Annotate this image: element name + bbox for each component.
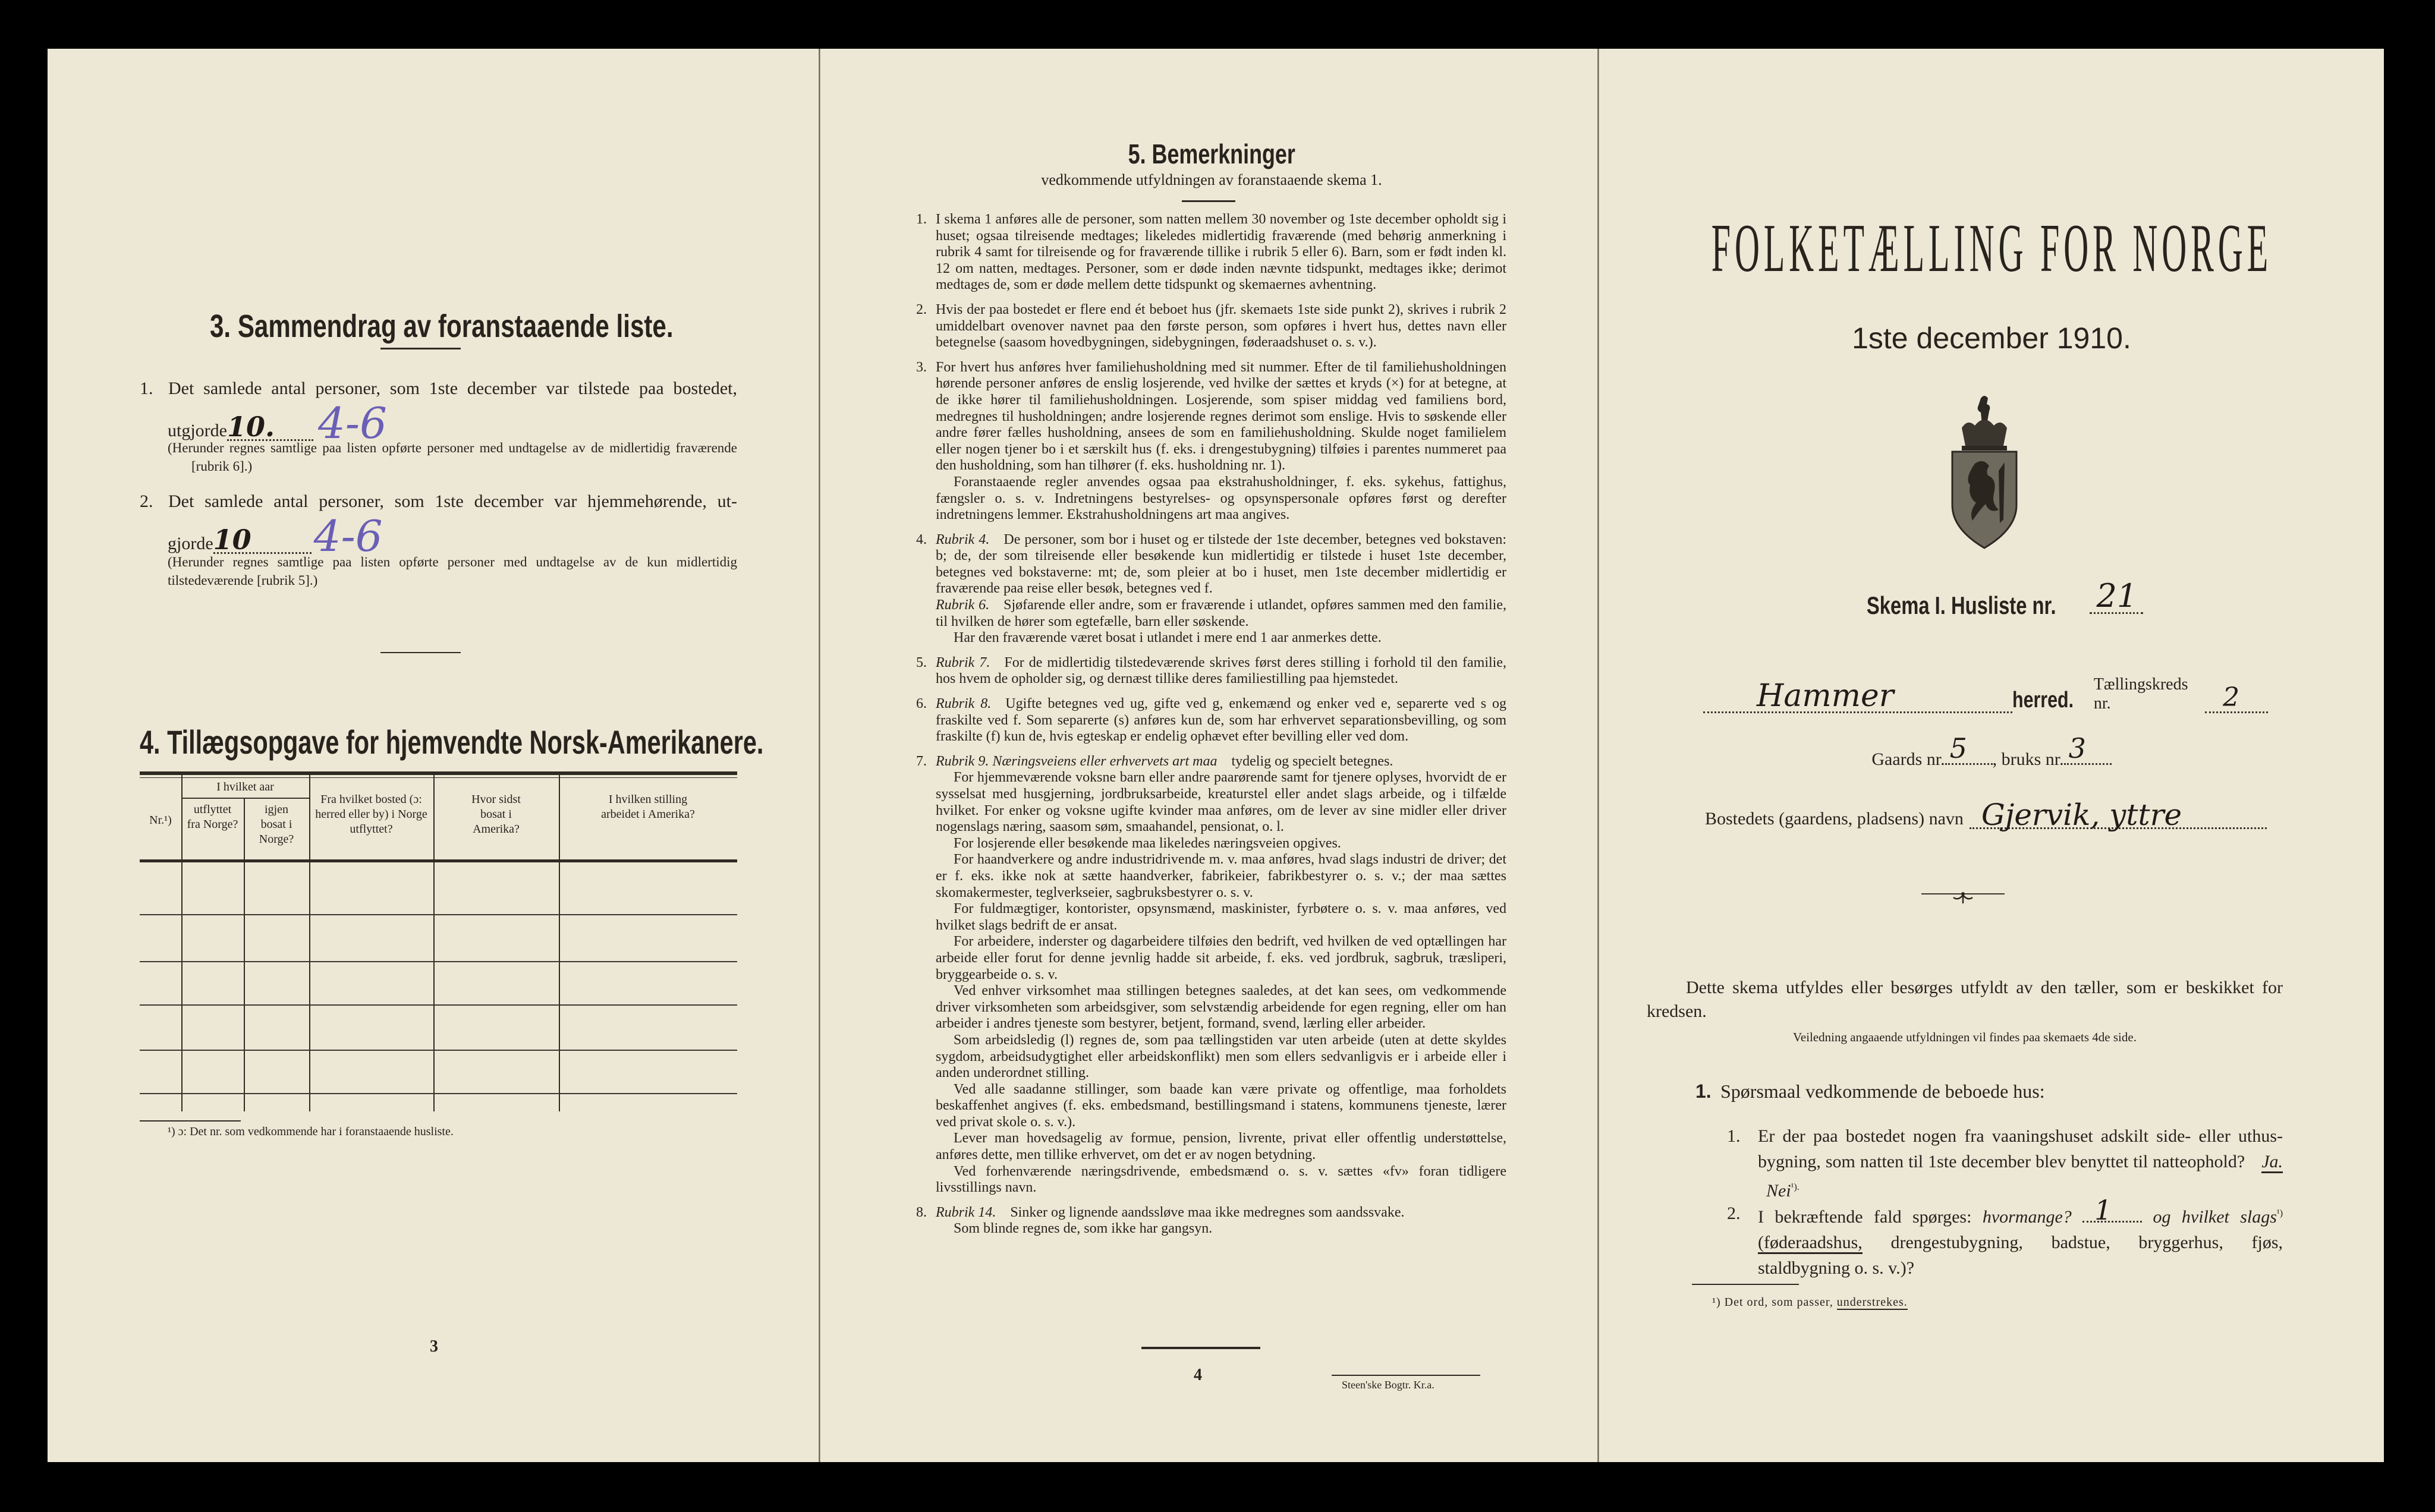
answer-yes-underlined[interactable]: Ja. xyxy=(2261,1152,2283,1173)
skema-label: Skema I. Husliste nr. xyxy=(1867,591,2057,619)
section4-title xyxy=(140,723,983,762)
q1-pencil-value: 4-6 xyxy=(317,398,387,448)
remark-paragraph xyxy=(936,597,1506,630)
remark-item xyxy=(916,302,1506,351)
divider xyxy=(380,652,461,653)
remark-body xyxy=(936,696,1506,745)
header-from-where: Fra hvilket bosted (ɔ: herred eller by) i Norge utflyttet? xyxy=(315,793,427,836)
herred-field[interactable] xyxy=(1703,678,2012,714)
header-year-group: I hvilket aar xyxy=(216,780,274,793)
ornament-icon xyxy=(1921,890,2005,908)
column-divider xyxy=(559,775,560,1111)
remark-number: 3. xyxy=(916,359,927,375)
remark-text: Har den fraværende været bosat i utlandet i mere end 1 aar anmerkes dette. xyxy=(954,630,1382,646)
rubrik-label: Rubrik 8. xyxy=(936,696,992,712)
herred-value: Hammer xyxy=(1757,678,1894,714)
q2-text: I bekræftende fald spørges: xyxy=(1758,1207,1972,1227)
year-group-rule xyxy=(183,798,309,799)
remark-paragraph xyxy=(936,532,1506,597)
section4-title-text: 4. Tillægsopgave for hjemvendte Norsk-Amerikanere. xyxy=(140,723,764,761)
section1-title: Spørsmaal vedkommende de beboede hus: xyxy=(1720,1081,2045,1102)
remark-body xyxy=(936,360,1506,524)
remark-text: For arbeidere, inderster og dagarbeidere tilføies den bedrift, ved hvilken de ved optællingen har arbeide eller forut for denne jevnlig hadde sit arbeide, f. eks. ved jordbruk, sagbruk, træsliperi, bryggearbeide o. s. v. xyxy=(936,934,1506,982)
table-footnote: ¹) ɔ: Det nr. som vedkommende har i foranstaaende husliste. xyxy=(168,1125,454,1138)
divider xyxy=(380,348,461,349)
census-title-text: FOLKETÆLLING FOR NORGE xyxy=(1711,210,2272,286)
remark-paragraph xyxy=(936,1205,1506,1221)
kreds-value: 2 xyxy=(2223,682,2240,713)
q2-answer-line xyxy=(168,511,383,561)
remark-text: Sjøfarende eller andre, som er fraværende i utlandet, opføres sammen med den familie, til hvilken de hører som egtefælle, barn eller søskende. xyxy=(936,597,1506,629)
q2-number: 2. xyxy=(1727,1204,1741,1223)
remark-item xyxy=(916,532,1506,647)
q1-number: 1. xyxy=(140,379,153,398)
remark-number: 1. xyxy=(916,212,927,227)
gaards-value: 5 xyxy=(1949,732,1967,764)
footnote-text: ¹) Det ord, som passer, xyxy=(1712,1296,1833,1309)
remark-paragraph xyxy=(936,852,1506,901)
remark-item xyxy=(916,696,1506,745)
table-top-rule-thin xyxy=(140,777,737,778)
footnote-rule xyxy=(140,1120,241,1122)
remark-number: 7. xyxy=(916,753,927,769)
remark-body xyxy=(936,754,1506,1196)
q2-text: Det samlede antal personer, som 1ste december var hjemmehørende, ut- xyxy=(168,492,737,511)
header-occupation: I hvilken stilling arbeidet i Amerika? xyxy=(601,793,695,821)
printer-rule xyxy=(1332,1375,1480,1376)
remark-body xyxy=(936,1205,1506,1237)
herred-line xyxy=(1703,675,2268,714)
remark-text: Hvis der paa bostedet er flere end ét beboet hus (jfr. skemaets 1ste side punkt 2), skrives i rubrik 2 umiddelbart ovenover navnet paa den første person, som opføres i hvert hus, dettes navn eller betegnelse (saasom hovedbygningen, sidebygningen, føderaadshuset o. s. v.). xyxy=(936,301,1506,351)
q1-body xyxy=(1758,1123,2283,1204)
bosted-label: Bostedets (gaardens, pladsens) navn xyxy=(1705,809,1964,829)
bosted-field[interactable] xyxy=(1970,798,2267,832)
q2-ink-value: 10 xyxy=(213,524,251,556)
q2-pencil-value: 4-6 xyxy=(313,511,383,561)
remark-text: De personer, som bor i huset og er tilstede der 1ste december, betegnes ved bokstaven: b; de, der som tilreisende eller besøkende kun midlertidig er tilstede i huset 1ste december, betegnes ved bokstaverne: mt; de, som pleier at bo i huset, men 1ste december midlertidig er fraværende paa reise eller besøk, betegnes ved f. xyxy=(936,531,1506,597)
section1-heading xyxy=(1695,1081,2045,1102)
footnote-rule xyxy=(1692,1284,1799,1285)
q1-text: Det samlede antal personer, som 1ste december var tilstede paa bostedet, xyxy=(168,379,737,398)
right-footnote xyxy=(1712,1296,1908,1309)
rubrik-label: Rubrik 6. xyxy=(936,597,990,613)
kreds-label: Tællingskreds nr. xyxy=(2093,675,2188,713)
table-top-rule xyxy=(140,771,737,775)
section3-title-text: 3. Sammendrag av foranstaaende liste. xyxy=(210,308,674,344)
q2-howmany-value: 1 xyxy=(2094,1194,2112,1226)
question-2 xyxy=(1727,1194,2283,1281)
bruks-field[interactable] xyxy=(2064,732,2112,765)
table-row[interactable] xyxy=(140,961,737,962)
remark-item xyxy=(916,655,1506,688)
coat-of-arms-icon xyxy=(1944,393,2025,549)
remark-paragraph xyxy=(936,983,1506,1032)
remark-item xyxy=(916,754,1506,1196)
bosted-value: Gjervik, yttre xyxy=(1981,798,2182,832)
remark-number: 5. xyxy=(916,654,927,670)
remark-number: 2. xyxy=(916,301,927,317)
remark-paragraph xyxy=(936,934,1506,983)
summary-q2 xyxy=(140,492,737,512)
table-row[interactable] xyxy=(140,1050,737,1051)
divider xyxy=(1182,200,1235,202)
remark-paragraph xyxy=(936,474,1506,524)
table-header-rule xyxy=(140,859,737,862)
skema-line xyxy=(1700,577,2283,620)
intro-text: Dette skema utfyldes eller besørges utfyldt av den tæller, som er beskikket for kredsen. xyxy=(1647,978,2283,1021)
remarks-title-text: 5. Bemerkninger xyxy=(1128,138,1295,169)
answer-no[interactable]: Nei xyxy=(1766,1181,1791,1201)
q2-howmany-field[interactable] xyxy=(2082,1194,2142,1226)
section3-title xyxy=(210,308,804,345)
gaards-field[interactable] xyxy=(1945,732,1993,765)
page-number: 4 xyxy=(1194,1366,1202,1384)
remark-text: Ved alle saadanne stillinger, som baade kan være private og offentlige, maa forholdets beskaffenhet angives (f. eks. embedsmand, bestillingsmand i statens, kommunens tjeneste, lærer ved privat skole o. s. v.). xyxy=(936,1081,1506,1130)
gaards-line xyxy=(1700,732,2283,773)
remark-number: 4. xyxy=(916,531,927,547)
remark-text: Som blinde regnes de, som ikke har gangsyn. xyxy=(954,1221,1213,1237)
page-number: 3 xyxy=(430,1337,438,1356)
q1-prefix: utgjorde xyxy=(168,421,227,440)
printer-imprint: Steen'ske Bogtr. Kr.a. xyxy=(1342,1379,1434,1391)
remark-item xyxy=(916,212,1506,294)
remark-paragraph xyxy=(936,1130,1506,1163)
remark-text: I skema 1 anføres alle de personer, som natten mellem 30 november og 1ste december opholdt sig i huset; ogsaa tilreisende medtages; likeledes midlertidig fraværende (med behørig anmerkning i rubrik 4 samt for tilreisende og for fraværende tillike i rubrik 5 eller 6). Barn, som er født inden kl. 12 om natten, medtages. Personer, som er døde inden nævnte tidspunkt, medtages ikke; derimot medtages de, som er døde mellem dette tidspunkt og skemaernes avhentning. xyxy=(936,212,1506,293)
footnote-underlined-word: understrekes. xyxy=(1836,1296,1908,1309)
remark-paragraph xyxy=(936,1032,1506,1082)
remark-paragraph xyxy=(936,360,1506,474)
remark-paragraph xyxy=(936,655,1506,688)
section1-number: 1. xyxy=(1695,1081,1712,1102)
remark-text: Ugifte betegnes ved ug, gifte ved g, enkemænd og enker ved e, separerte ved s og fraskilte ved f. Som separerte (s) anføres kun de, som har erhvervet separationsbevilling, og som fraskilte (f) kun de, hvis egteskap er endelig ophævet efter bevilling eller ved dom. xyxy=(936,696,1506,745)
remarks-title xyxy=(916,138,1508,170)
q2-number: 2. xyxy=(140,492,153,511)
remark-text: Lever man hovedsagelig av formue, pension, livrente, privat eller offentlig understøttelse, anføres dette, men tillike erhvervet, om det er av nogen betydning. xyxy=(936,1130,1506,1163)
remark-paragraph xyxy=(936,836,1506,852)
q2-kind-label: og hvilket slags xyxy=(2153,1207,2277,1227)
husliste-field[interactable] xyxy=(2090,577,2143,615)
q1-text: Er der paa bostedet nogen fra vaaningshuset adskilt side- eller uthus-bygning, som natten til 1ste december blev benyttet til natteophold? xyxy=(1758,1126,2283,1171)
husliste-value: 21 xyxy=(2096,577,2138,615)
remark-text: tydelig og specielt betegnes. xyxy=(1231,753,1393,769)
census-date: 1ste december 1910. xyxy=(1852,322,2131,355)
remark-paragraph xyxy=(936,770,1506,835)
rubrik-label: Rubrik 4. xyxy=(936,531,990,547)
table-row[interactable] xyxy=(140,1004,737,1006)
table-row[interactable] xyxy=(140,1093,737,1094)
remark-body xyxy=(936,532,1506,647)
remark-item xyxy=(916,360,1506,524)
remark-paragraph xyxy=(936,754,1506,770)
q2-prefix: gjorde xyxy=(168,534,213,553)
remark-paragraph xyxy=(936,630,1506,647)
census-title xyxy=(1700,209,2283,288)
remarks-list xyxy=(916,212,1506,1237)
q2-body xyxy=(1758,1194,2283,1281)
kreds-field[interactable] xyxy=(2205,682,2268,713)
header-emigrated: utflyttet fra Norge? xyxy=(187,803,238,831)
remark-text: Ved enhver virksomhet maa stillingen betegnes saaledes, at det kan sees, om vedkommende driver virksomheten som arbeidsgiver, som selvstændig arbeidende for egen regning, eller om han arbeider i andres tjeneste som bestyrer, betjent, formand, svend, lærling eller arbeider. xyxy=(936,983,1506,1032)
remark-paragraph xyxy=(936,696,1506,745)
option-foderaadshus-underlined[interactable]: (føderaadshus, xyxy=(1758,1233,1863,1254)
remark-text: For fuldmægtiger, kontorister, opsynsmænd, maskinister, fyrbøtere o. s. v. maa anføres, ved hvilket slags bedrift de er ansat. xyxy=(936,901,1506,933)
bosted-line xyxy=(1705,793,2267,832)
remark-text: For hjemmeværende voksne barn eller andre paarørende samt for tjenere oplyses, hvorvidt de er sysselsat med husgjerning, jordbruksarbeide, kreaturstel eller andet slags arbeide, og i tilfælde hvilket. For enker og voksne ugifte kvinder maa anføres, om de lever av sine midler eller driver nogenslags næring, saasom søm, smaahandel, pensionat, o. l. xyxy=(936,770,1506,835)
footnote-ref: ¹). xyxy=(1791,1182,1799,1192)
rubrik-label: Rubrik 9. Næringsveiens eller erhvervets art maa xyxy=(936,753,1218,769)
q1-ink-value: 10. xyxy=(226,411,275,443)
q1-note: (Herunder regnes samtlige paa listen opførte personer med undtagelse av de midlertidig fraværende [rubrik 6].) xyxy=(168,440,737,474)
remark-item xyxy=(916,1205,1506,1237)
q2-options: drengestubygning, badstue, bryggerhus, fjøs, staldbygning o. s. v.)? xyxy=(1758,1233,2283,1278)
q2-note: (Herunder regnes samtlige paa listen opførte personer med undtagelse av de kun midlertidig tilstedeværende [rubrik 5].) xyxy=(168,555,737,588)
header-returned: igjen bosat i Norge? xyxy=(259,803,294,846)
remark-number: 8. xyxy=(916,1204,927,1220)
remark-paragraph xyxy=(936,901,1506,934)
remark-text: For haandverkere og andre industridrivende m. v. maa anføres, hvad slags industri de driver; det er f. eks. ikke nok at sætte haandverker, fabrikeier, fabrikbestyrer o. s. v.; der maa sættes skomakermester, teglverkseier, sagbruksbestyrer o. s. v. xyxy=(936,852,1506,900)
divider xyxy=(1141,1347,1260,1349)
q1-answer-line xyxy=(168,398,387,448)
summary-q1 xyxy=(140,379,737,399)
rubrik-label: Rubrik 7. xyxy=(936,654,990,670)
table-row[interactable] xyxy=(140,914,737,915)
header-nr: Nr.¹) xyxy=(149,814,172,827)
remark-paragraph xyxy=(936,212,1506,294)
remark-paragraph xyxy=(936,302,1506,351)
remark-body xyxy=(936,655,1506,688)
remark-paragraph xyxy=(936,1164,1506,1196)
remark-text: For hvert hus anføres hver familiehusholdning med sit nummer. Efter de til familiehusholdningen hørende personer anføres de enslig losjerende, ved hvilke der sættes et kryds (×) for at betegne, at de ikke hører til familiehusholdningen. Losjerende, som spiser middag ved familiens bord, medregnes til husholdningen; andre losjerende regnes derimot som enslige. Hvis to søskende eller andre fører fælles husholdning, ansees de som en familiehusholdning. Skulde noget familielem eller nogen tjener bo i et særskilt hus (f. eks. i drengestubygning) tilføies i parentes nummeret paa den husholdning, som han tilhører (f. eks. husholdning nr. 1). xyxy=(936,359,1506,474)
remark-number: 6. xyxy=(916,696,927,712)
remark-text: For losjerende eller besøkende maa likeledes næringsveien opgives. xyxy=(954,835,1341,851)
q1-number: 1. xyxy=(1727,1126,1741,1146)
remark-text: For de midlertidig tilstedeværende skrives først deres stilling i forhold til den familie, hos hvem de opholder sig, og dernæst tillike deres familiestilling paa hjemstedet. xyxy=(936,654,1506,687)
remark-text: Ved forhenværende næringsdrivende, embedsmænd o. s. v. sættes «fv» foran tidligere livsstillings navn. xyxy=(936,1163,1506,1196)
bruks-value: 3 xyxy=(2068,732,2086,764)
gaards-label: Gaards nr. xyxy=(1871,749,1945,769)
rubrik-label: Rubrik 14. xyxy=(936,1204,996,1220)
remark-paragraph xyxy=(936,1221,1506,1237)
remark-paragraph xyxy=(936,1082,1506,1131)
remark-text: Foranstaaende regler anvendes ogsaa paa ekstrahusholdninger, f. eks. sykehus, fattighus, fængsler o. s. v. Indretningens bestyrelses- og opsynspersonale opføres først og derefter indretningens lemmer. Ekstrahusholdningens art maa angives. xyxy=(936,474,1506,523)
header-last-residence: Hvor sidst bosat i Amerika? xyxy=(471,793,521,836)
remark-body xyxy=(936,212,1506,294)
remark-text: Som arbeidsledig (l) regnes de, som paa tællingstiden var uten arbeide (uten at dette skyldes sygdom, arbeidsudygtighet eller arbeidskonflikt) men som ellers sedvanligvis er i arbeide eller i anden underordnet stilling. xyxy=(936,1032,1506,1081)
remark-text: Sinker og lignende aandssløve maa ikke medregnes som aandssvake. xyxy=(1010,1204,1405,1220)
footnote-ref: ¹) xyxy=(2276,1208,2283,1218)
q2-howmany-label: hvormange? xyxy=(1982,1207,2072,1227)
guidance-text: Veiledning angaaende utfyldningen vil findes paa skemaets 4de side. xyxy=(1793,1030,2137,1044)
question-1 xyxy=(1727,1123,2283,1204)
remark-body xyxy=(936,302,1506,351)
remarks-subtitle: vedkommende utfyldningen av foranstaaende skema 1. xyxy=(1041,171,1382,188)
herred-label: herred. xyxy=(2012,688,2074,713)
bruks-label: , bruks nr. xyxy=(1992,749,2064,769)
